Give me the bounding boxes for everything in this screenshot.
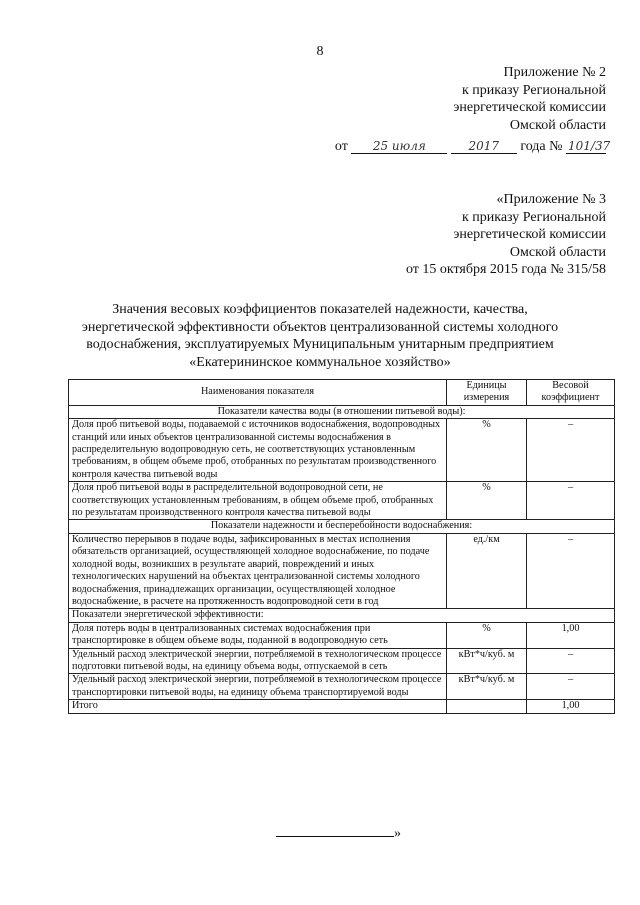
date-mid: года № xyxy=(520,139,563,154)
table-row xyxy=(69,533,615,608)
row-name: Доля проб питьевой воды, подаваемой с источников водоснабжения, водопроводных станций или иных объектов централизованной системы водоснабжения в распределительную водопроводную сеть, не соответствующих установленным требованиям, в общем объеме проб, отобранных по результатам производственного контроля качества питьевой воды xyxy=(69,419,447,482)
table-row xyxy=(69,622,615,648)
date-prefix: от xyxy=(334,139,348,154)
row-weight: 1,00 xyxy=(527,622,615,648)
title-line2: энергетической эффективности объектов централизованной системы холодного xyxy=(81,319,559,335)
appendix-3-line2: к приказу Региональной xyxy=(461,209,606,225)
row-unit: % xyxy=(447,622,527,648)
appendix-2-date-line xyxy=(334,138,611,156)
table-header-row xyxy=(69,380,615,406)
closing-underline xyxy=(276,826,394,837)
row-name: Удельный расход электрической энергии, потребляемой в технологическом процессе подготовки питьевой воды, на единицу объема воды, отпускаемой в сеть xyxy=(69,648,447,674)
row-name: Доля потерь воды в централизованных системах водоснабжения при транспортировке в общем объеме воды, поданной в водопроводную сеть xyxy=(69,622,447,648)
row-weight: – xyxy=(527,533,615,608)
title-line3: водоснабжения, эксплуатируемых Муниципальным унитарным предприятием xyxy=(86,337,554,352)
closing-quote: » xyxy=(394,826,401,841)
appendix-3-line4: Омской области xyxy=(509,244,606,260)
section-row-energy xyxy=(69,609,615,622)
section-title: Показатели энергетической эффективности: xyxy=(69,609,615,622)
table-row xyxy=(69,648,615,674)
row-weight: – xyxy=(527,419,615,482)
appendix-2-line1: Приложение № 2 xyxy=(503,65,606,80)
row-weight: – xyxy=(527,648,615,674)
appendix-2-line2: к приказу Региональной xyxy=(461,82,606,98)
closing-line xyxy=(276,826,401,842)
header-name: Наименования показателя xyxy=(69,380,447,406)
appendix-3-block xyxy=(406,191,606,279)
total-weight: 1,00 xyxy=(527,700,615,713)
row-unit: кВт*ч/куб. м xyxy=(447,674,527,700)
section-row-reliability xyxy=(69,520,615,533)
handwritten-year: 2017 xyxy=(451,140,517,154)
row-unit: ед./км xyxy=(447,533,527,608)
handwritten-number: 101/37 xyxy=(568,139,611,153)
title-line4: «Екатерининское коммунальное хозяйство» xyxy=(189,354,451,370)
total-unit xyxy=(447,700,527,713)
section-title: Показатели качества воды (в отношении питьевой воды): xyxy=(69,405,615,418)
row-name: Количество перерывов в подаче воды, зафиксированных в местах исполнения обязательств организацией, осуществляющей холодное водоснабжение, по подаче холодной воды, возникших в результате аварий, повреждений и иных технологических нарушений на объектах централизованной системы холодного водоснабжения, принадлежащих организации, осуществляющей холодное водоснабжение, в расчете на протяженность водопроводной сети в год xyxy=(69,533,447,608)
appendix-2-block xyxy=(334,64,611,156)
total-label: Итого xyxy=(69,700,447,713)
row-name: Доля проб питьевой воды в распределительной водопроводной сети, не соответствующих установленным требованиям, в общем объеме проб, отобранных по результатам производственного контроля качества питьевой воды xyxy=(69,482,447,520)
row-name: Удельный расход электрической энергии, потребляемой в технологическом процессе транспортировки питьевой воды, на единицу объема транспортируемой воды xyxy=(69,674,447,700)
header-weight: Весовой коэффициент xyxy=(527,380,615,406)
page-number: 8 xyxy=(316,44,324,59)
title-line1: Значения весовых коэффициентов показателей надежности, качества, xyxy=(112,302,528,317)
row-unit: кВт*ч/куб. м xyxy=(447,648,527,674)
header-unit: Единицы измерения xyxy=(447,380,527,406)
appendix-3-line5: от 15 октября 2015 года № 315/58 xyxy=(405,262,606,277)
coefficients-table xyxy=(68,379,615,714)
row-unit: % xyxy=(447,419,527,482)
section-title: Показатели надежности и бесперебойности водоснабжения: xyxy=(69,520,615,533)
document-title xyxy=(40,301,600,371)
appendix-2-line3: энергетической комиссии xyxy=(453,100,606,115)
appendix-3-line1: «Приложение № 3 xyxy=(496,192,606,207)
table-row xyxy=(69,482,615,520)
section-row-quality xyxy=(69,405,615,418)
row-unit: % xyxy=(447,482,527,520)
table-row xyxy=(69,419,615,482)
handwritten-day: 25 июля xyxy=(351,140,447,154)
total-row xyxy=(69,700,615,713)
appendix-3-line3: энергетической комиссии xyxy=(453,227,606,242)
appendix-2-line4: Омской области xyxy=(509,117,606,133)
row-weight: – xyxy=(527,482,615,520)
table-row xyxy=(69,674,615,700)
row-weight: – xyxy=(527,674,615,700)
